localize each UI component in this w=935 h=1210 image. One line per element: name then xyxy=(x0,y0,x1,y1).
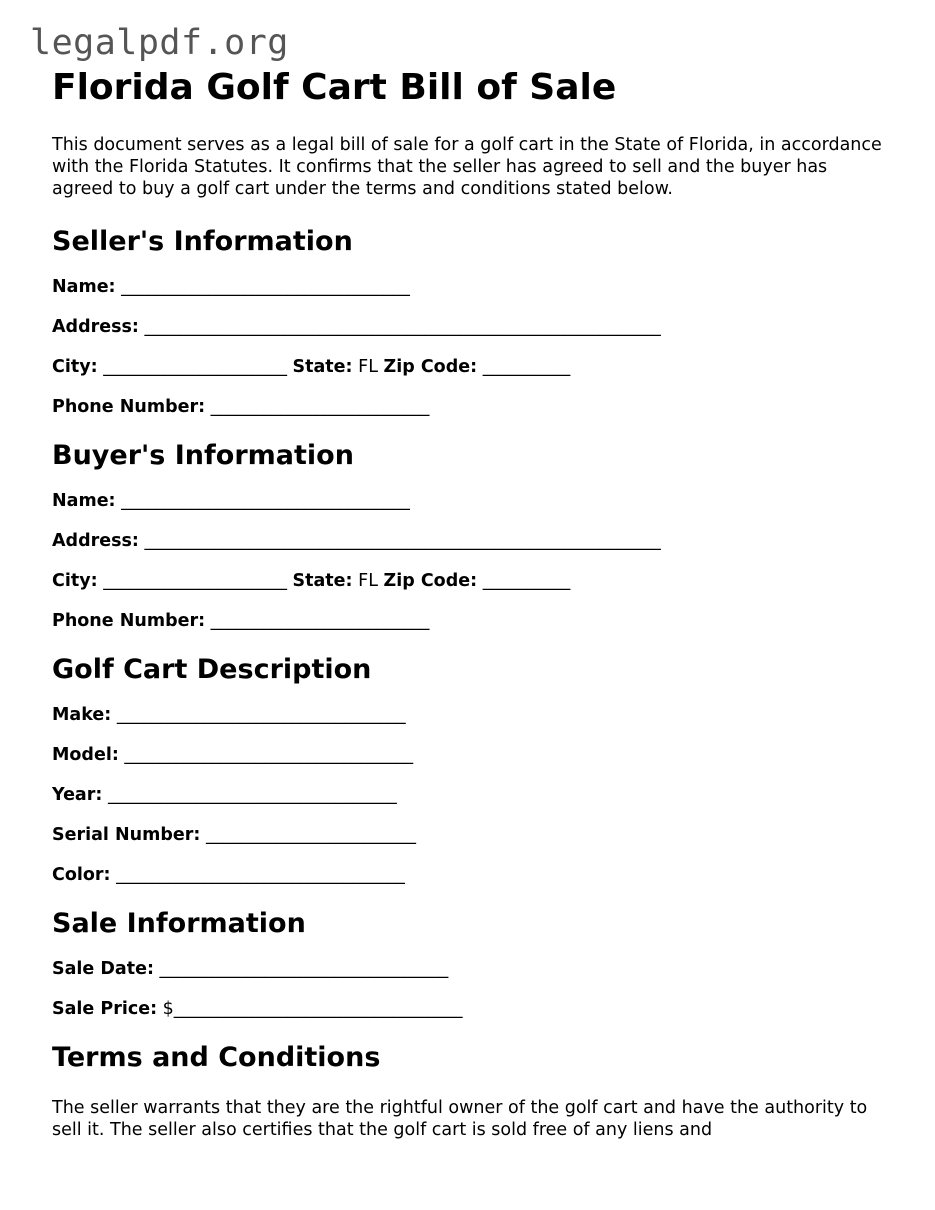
sale-date-row xyxy=(52,959,892,999)
cart-model-label: Model: xyxy=(52,745,119,765)
buyer-state-value: FL xyxy=(358,571,378,591)
seller-heading: Seller's Information xyxy=(52,226,353,257)
cart-make-row xyxy=(52,705,892,745)
page-title: Florida Golf Cart Bill of Sale xyxy=(52,67,617,108)
buyer-phone-row xyxy=(52,611,892,651)
cart-model-row xyxy=(52,745,892,785)
document-page xyxy=(52,64,892,1141)
terms-paragraph: The seller warrants that they are the rightful owner of the golf cart and have the authority to sell it. The seller also certifies that the golf cart is sold free of any liens and xyxy=(52,1098,868,1140)
seller-state-value: FL xyxy=(358,357,378,377)
cart-heading: Golf Cart Description xyxy=(52,654,372,685)
seller-address-field[interactable]: ___________________________________________________________ xyxy=(144,317,661,337)
cart-serial-label: Serial Number: xyxy=(52,825,201,845)
buyer-city-field[interactable]: _____________________ xyxy=(103,571,287,591)
sale-price-label: Sale Price: xyxy=(52,999,158,1019)
sale-price-row xyxy=(52,999,892,1039)
cart-year-row xyxy=(52,785,892,825)
cart-serial-field[interactable]: ________________________ xyxy=(205,825,416,845)
watermark: legalpdf.org xyxy=(30,23,289,63)
seller-zip-field[interactable]: __________ xyxy=(482,357,571,377)
seller-state-label: State: xyxy=(292,357,353,377)
seller-address-row xyxy=(52,317,892,357)
sale-date-field[interactable]: _________________________________ xyxy=(159,959,449,979)
seller-phone-label: Phone Number: xyxy=(52,397,206,417)
buyer-city-row xyxy=(52,571,892,611)
buyer-name-label: Name: xyxy=(52,491,116,511)
buyer-state-label: State: xyxy=(292,571,353,591)
seller-name-field[interactable]: _________________________________ xyxy=(121,277,410,297)
buyer-phone-field[interactable]: _________________________ xyxy=(210,611,430,631)
cart-section xyxy=(52,653,892,905)
cart-color-row xyxy=(52,865,892,905)
seller-city-field[interactable]: _____________________ xyxy=(103,357,287,377)
buyer-name-row xyxy=(52,491,892,531)
buyer-name-field[interactable]: _________________________________ xyxy=(121,491,410,511)
cart-serial-row xyxy=(52,825,892,865)
sale-section xyxy=(52,907,892,1039)
cart-color-field[interactable]: _________________________________ xyxy=(116,865,405,885)
buyer-city-label: City: xyxy=(52,571,98,591)
seller-city-row xyxy=(52,357,892,397)
seller-section xyxy=(52,225,892,437)
cart-model-field[interactable]: _________________________________ xyxy=(124,745,414,765)
seller-address-label: Address: xyxy=(52,317,139,337)
sale-price-currency: $ xyxy=(162,999,174,1019)
seller-name-label: Name: xyxy=(52,277,116,297)
cart-make-label: Make: xyxy=(52,705,112,725)
cart-year-label: Year: xyxy=(52,785,103,805)
sale-price-field[interactable]: _________________________________ xyxy=(173,999,463,1019)
intro-paragraph: This document serves as a legal bill of sale for a golf cart in the State of Florida, in accordance with the Florida Statutes. It confirms that the seller has agreed to sell and the buyer has agreed to buy a golf cart under the terms and conditions stated below. xyxy=(52,135,882,199)
sale-heading: Sale Information xyxy=(52,908,306,939)
terms-heading: Terms and Conditions xyxy=(52,1042,381,1073)
buyer-zip-field[interactable]: __________ xyxy=(482,571,571,591)
buyer-heading: Buyer's Information xyxy=(52,440,354,471)
seller-phone-row xyxy=(52,397,892,437)
buyer-section xyxy=(52,439,892,651)
cart-color-label: Color: xyxy=(52,865,111,885)
cart-make-field[interactable]: _________________________________ xyxy=(116,705,406,725)
seller-phone-field[interactable]: _________________________ xyxy=(210,397,430,417)
sale-date-label: Sale Date: xyxy=(52,959,154,979)
seller-name-row xyxy=(52,277,892,317)
seller-city-label: City: xyxy=(52,357,98,377)
buyer-phone-label: Phone Number: xyxy=(52,611,206,631)
buyer-address-field[interactable]: ___________________________________________________________ xyxy=(144,531,661,551)
buyer-address-row xyxy=(52,531,892,571)
buyer-address-label: Address: xyxy=(52,531,139,551)
buyer-zip-label: Zip Code: xyxy=(383,571,478,591)
cart-year-field[interactable]: _________________________________ xyxy=(107,785,397,805)
terms-section xyxy=(52,1041,892,1141)
seller-zip-label: Zip Code: xyxy=(383,357,478,377)
